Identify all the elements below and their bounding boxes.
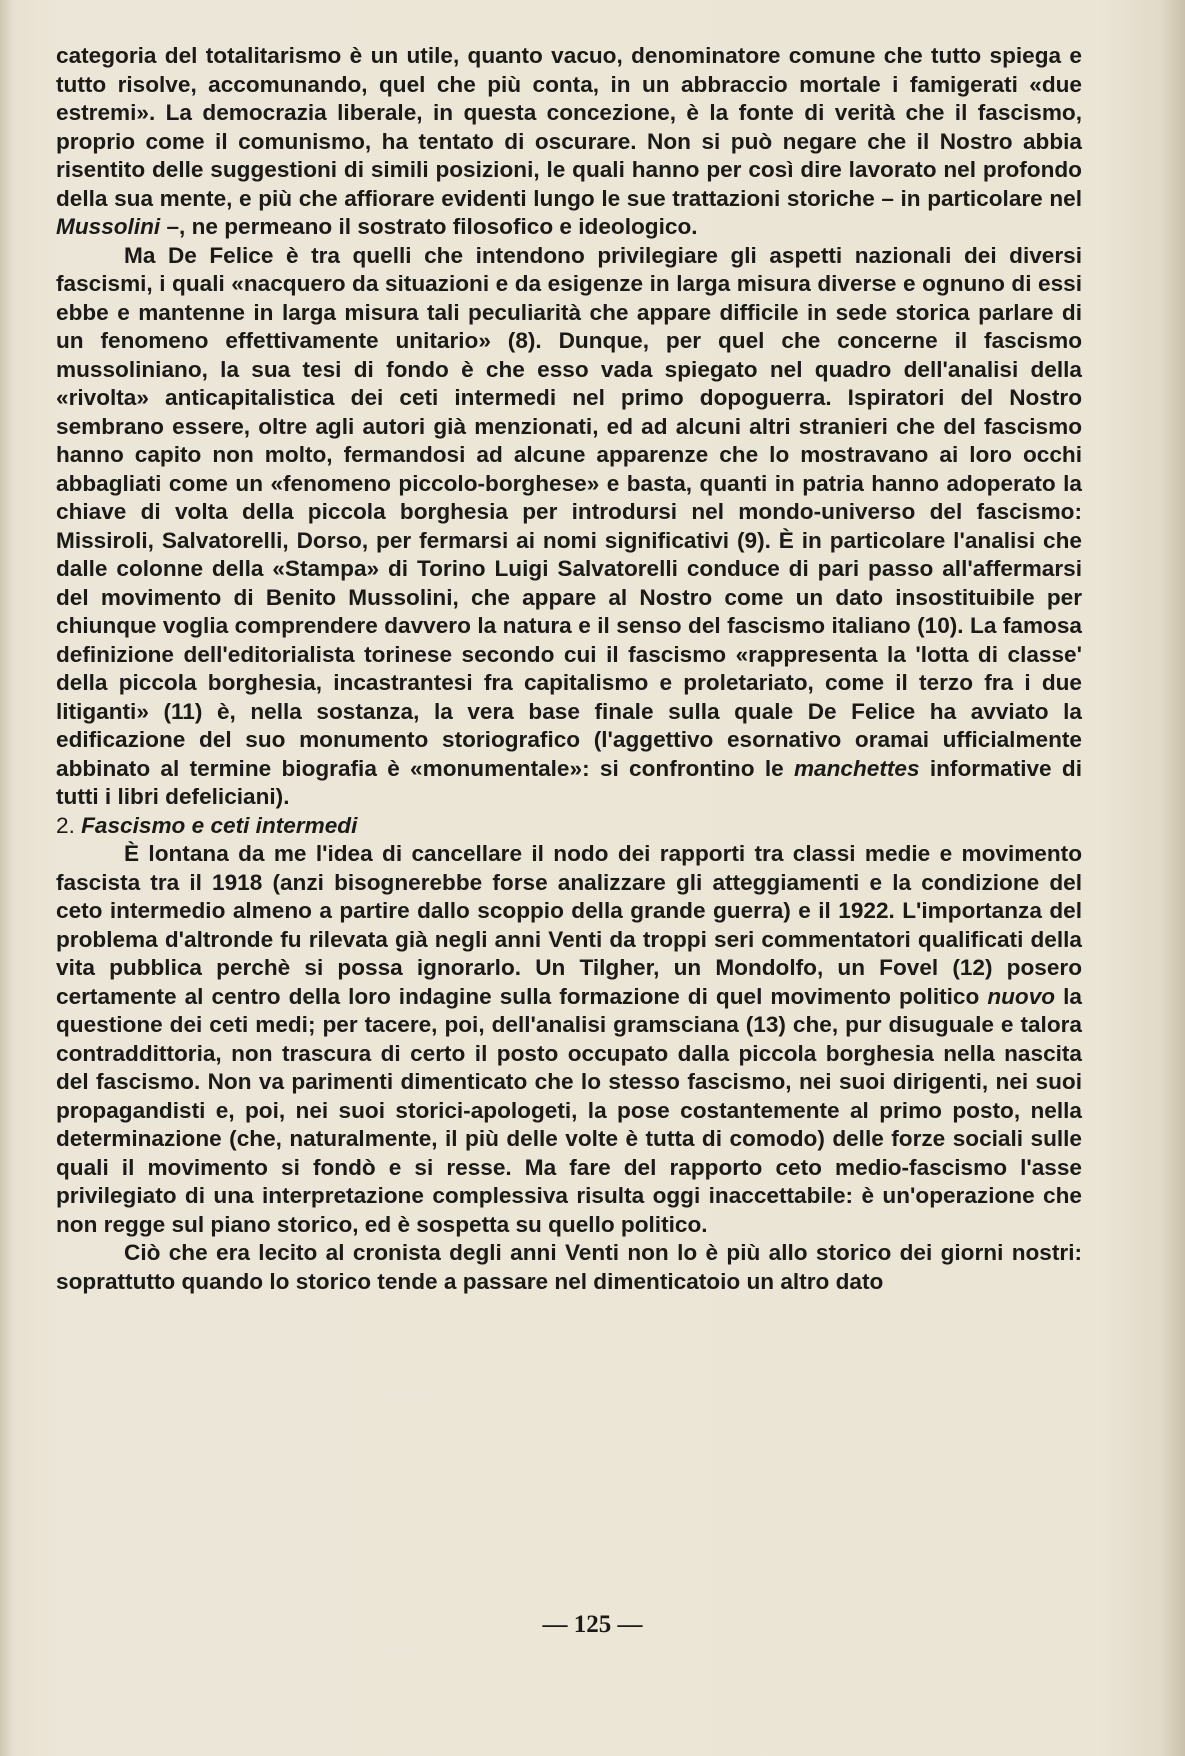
section-heading [56,812,1082,841]
italic-manchettes: manchettes [793,755,920,781]
paragraph-3-text-b: la questione dei ceti medi; per tacere, poi, dell'analisi gramsciana (13) che, pur disuguale e talora contraddittoria, non trascura di certo il posto occupato dalla piccola borghesia nella nascita del fascismo. Non va parimenti dimenticato che lo stesso fascismo, nei suoi dirigenti, nei suoi propagandisti e, poi, nei suoi storici-apologeti, la pose costantemente al primo posto, nella determinazione (che, naturalmente, il più delle volte è tutta di comodo) delle forze sociali sulle quali il movimento si fondò e si resse. Ma fare del rapporto ceto medio-fascismo l'asse privilegiato di una interpretazione complessiva risulta oggi inaccettabile: è un'operazione che non regge sul piano storico, ed è sospetta su quello politico. [56,983,1082,1237]
italic-nuovo: nuovo [987,983,1056,1009]
paragraph-1 [56,42,1082,242]
page-number: — 125 — [542,1611,643,1638]
paragraph-3-text-a: È lontana da me l'idea di cancellare il nodo dei rapporti tra classi medie e movimento fascista tra il 1918 (anzi bisognerebbe forse analizzare gli atteggiamenti e la condizione del ceto intermedio almeno a partire dallo scoppio della grande guerra) e il 1922. L'importanza del problema d'altronde fu rilevata già negli anni Venti da troppi seri commentatori qualificati della vita pubblica perchè si possa ignorarlo. Un Tilgher, un Mondolfo, un Fovel (12) posero certamente al centro della loro indagine sulla formazione di quel movimento politico [56,841,1082,1009]
paragraph-2 [56,242,1082,812]
section-number: 2. [56,812,75,838]
paragraph-4 [56,1239,1082,1296]
paragraph-2-tail: informative di tutti i libri defeliciani). [56,755,1083,809]
paragraph-1-text-a: categoria del totalitarismo è un utile, quanto vacuo, denominatore comune che tutto spiega e tutto risolve, accomunando, quel che più conta, in un abbraccio mortale i famigerati «due estremi». La democrazia liberale, in questa concezione, è la fonte di verità che il fascismo, proprio come il comunismo, ha tentato di oscurare. Non si può negare che il Nostro abbia risentito delle suggestioni di simili posizioni, le quali hanno per così dire lavorato nel profondo della sua mente, e più che affiorare evidenti lungo le sue trattazioni storiche – in particolare nel [56,43,1082,211]
paragraph-1-text-b: –, ne permeano il sostrato filosofico e ideologico. [160,214,698,239]
paragraph-3 [56,840,1082,1239]
italic-mussolini: Mussolini [56,214,161,239]
text-column [56,42,1082,1296]
paragraph-4-text: Ciò che era lecito al cronista degli anni Venti non lo è più allo storico dei giorni nostri: soprattutto quando lo storico tende a passare nel dimenticatoio un altro dato [56,1240,1082,1294]
section-title: Fascismo e ceti intermedi [81,812,358,838]
paragraph-2-text: Ma De Felice è tra quelli che intendono privilegiare gli aspetti nazionali dei diversi fascismi, i quali «nacquero da situazioni e da esigenze in larga misura diverse e ognuno di essi ebbe e mantenne in larga misura tali peculiarità che appare difficile in sede storica parlare di un fenomeno effettivamente unitario» (8). Dunque, per quel che concerne il fascismo mussoliniano, la sua tesi di fondo è che esso vada spiegato nel quadro dell'analisi della «rivolta» anticapitalistica dei ceti intermedi nel primo dopoguerra. Ispiratori del Nostro sembrano essere, oltre agli autori già menzionati, ed ad alcuni altri stranieri che del fascismo hanno capito non molto, fermandosi ad alcune apparenze che lo mostravano ai loro occhi abbagliati come un «fenomeno piccolo-borghese» e basta, quanti in patria hanno adoperato la chiave di volta della piccola borghesia per introdursi nel mondo-universo del fascismo: Missiroli, Salvatorelli, Dorso, per fermarsi ai nomi significativi (9). È in particolare l'analisi che dalle colonne della «Stampa» di Torino Luigi Salvatorelli conduce di pari passo all'affermarsi del movimento di Benito Mussolini, che appare al Nostro come un dato insostituibile per chiunque voglia comprendere davvero la natura e il senso del fascismo italiano (10). La famosa definizione dell'editorialista torinese secondo cui il fascismo «rappresenta la 'lotta di classe' della piccola borghesia, incastrantesi fra capitalismo e proletariato, come il terzo fra i due litiganti» (11) è, nella sostanza, la vera base finale sulla quale De Felice ha avviato la edificazione del suo monumento storiografico (l'aggettivo esornativo oramai ufficialmente abbinato al termine biografia è «monumentale»: si confrontino le [56,242,1082,781]
